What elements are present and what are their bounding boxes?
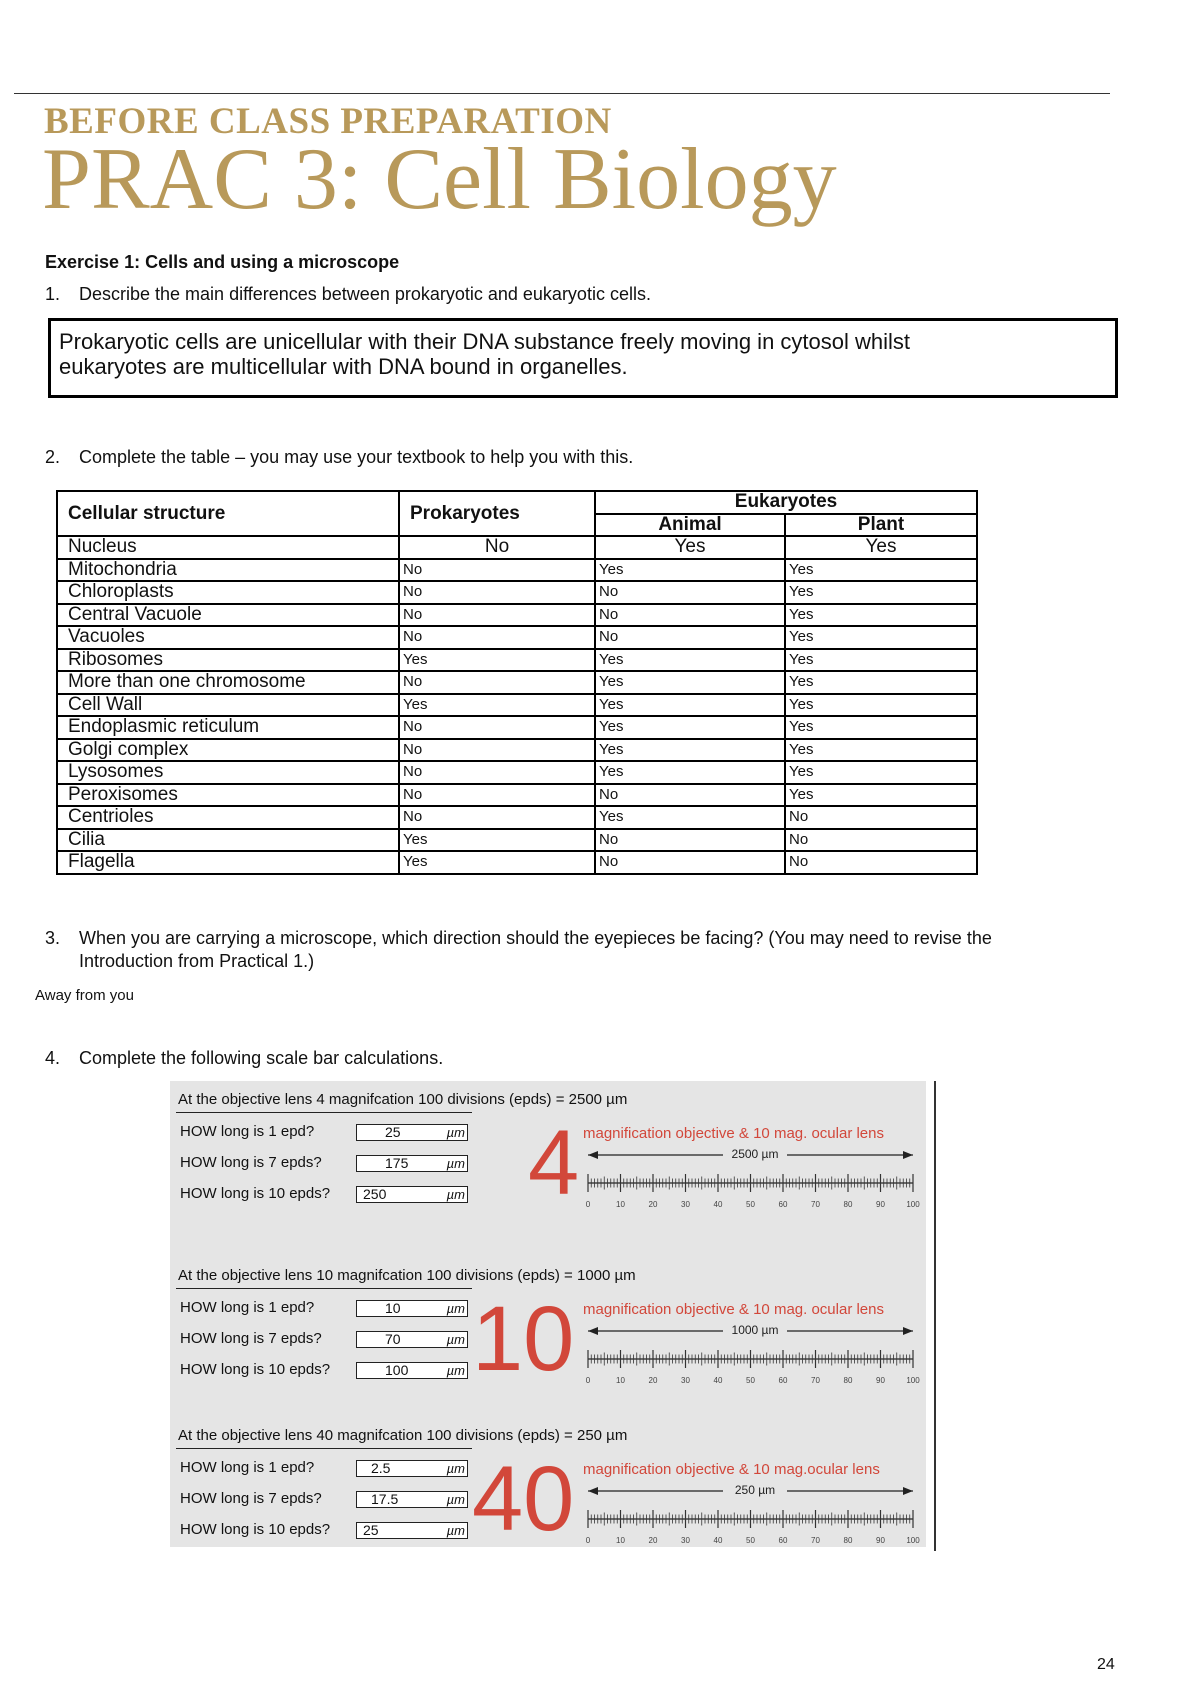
ruler-tick-label: 60 bbox=[778, 1536, 788, 1545]
magnification-number: 10 bbox=[472, 1288, 575, 1390]
ruler-tick-label: 30 bbox=[681, 1536, 690, 1545]
cell-structure: Vacuoles bbox=[57, 626, 399, 649]
header-rule bbox=[14, 93, 1110, 94]
unit-label: µm bbox=[446, 1461, 465, 1476]
section-kicker: BEFORE CLASS PREPARATION bbox=[44, 101, 612, 142]
question-number: 2. bbox=[45, 447, 61, 467]
magnification-caption: magnification objective & 10 mag. ocular lens bbox=[583, 1125, 884, 1142]
question-number: 4. bbox=[45, 1048, 61, 1068]
table-row bbox=[57, 536, 977, 559]
cell-structure: Flagella bbox=[57, 851, 399, 874]
answer-q3[interactable]: Away from you bbox=[35, 987, 134, 1004]
answer-value: 17.5 bbox=[371, 1491, 399, 1507]
ruler-tick-label: 20 bbox=[648, 1200, 658, 1209]
ruler-tick-label: 100 bbox=[906, 1536, 920, 1545]
range-label: 1000 µm bbox=[731, 1323, 779, 1337]
answer-field[interactable] bbox=[356, 1300, 468, 1317]
answer-value: 100 bbox=[385, 1362, 409, 1378]
ruler-tick-label: 70 bbox=[811, 1536, 820, 1545]
table-row bbox=[57, 829, 977, 852]
cell-animal[interactable]: No bbox=[595, 851, 785, 874]
ruler-tick-label: 80 bbox=[843, 1536, 853, 1545]
ruler-tick-label: 40 bbox=[713, 1200, 723, 1209]
ruler-tick-label: 30 bbox=[681, 1376, 690, 1385]
scale-block bbox=[170, 1427, 926, 1567]
cell-plant[interactable]: Yes bbox=[785, 626, 977, 649]
range-label: 2500 µm bbox=[731, 1147, 779, 1161]
unit-label: µm bbox=[446, 1301, 465, 1316]
table-row bbox=[57, 649, 977, 672]
ruler-tick-label: 80 bbox=[843, 1376, 853, 1385]
table-row bbox=[57, 626, 977, 649]
answer-field[interactable] bbox=[356, 1522, 468, 1539]
cell-animal[interactable]: No bbox=[595, 784, 785, 807]
cell-structure: Chloroplasts bbox=[57, 581, 399, 604]
cell-plant[interactable]: No bbox=[785, 829, 977, 852]
cell-plant[interactable]: Yes bbox=[785, 649, 977, 672]
ruler-tick-label: 10 bbox=[616, 1200, 625, 1209]
scale-question: HOW long is 10 epds? bbox=[180, 1185, 331, 1202]
table-row bbox=[57, 671, 977, 694]
scale-question: HOW long is 10 epds? bbox=[180, 1361, 331, 1378]
unit-label: µm bbox=[446, 1492, 465, 1507]
micrometer-ruler bbox=[583, 1477, 918, 1561]
cell-prokaryotes[interactable]: No bbox=[399, 671, 595, 694]
cell-structure: More than one chromosome bbox=[57, 671, 399, 694]
unit-label: µm bbox=[446, 1363, 465, 1378]
magnification-caption: magnification objective & 10 mag. ocular lens bbox=[583, 1301, 884, 1318]
header-prokaryotes: Prokaryotes bbox=[399, 491, 595, 536]
page-title: PRAC 3: Cell Biology bbox=[42, 131, 837, 228]
header-plant: Plant bbox=[785, 514, 977, 537]
scale-question: HOW long is 7 epds? bbox=[180, 1490, 322, 1507]
scale-block-heading: At the objective lens 4 magnifcation 100 divisions (epds) = 2500 µm bbox=[178, 1091, 628, 1108]
question-text: Complete the table – you may use your textbook to help you with this. bbox=[79, 447, 634, 467]
ruler-tick-label: 0 bbox=[585, 1376, 591, 1385]
cell-structure: Cilia bbox=[57, 829, 399, 852]
cell-prokaryotes[interactable]: Yes bbox=[399, 851, 595, 874]
cell-plant[interactable]: No bbox=[785, 851, 977, 874]
arrow-left-head bbox=[588, 1487, 598, 1495]
ruler-tick-label: 90 bbox=[876, 1376, 885, 1385]
cell-structure: Lysosomes bbox=[57, 761, 399, 784]
cell-animal[interactable]: Yes bbox=[595, 761, 785, 784]
cell-prokaryotes[interactable]: No bbox=[399, 716, 595, 739]
arrow-right-head bbox=[903, 1487, 913, 1495]
ruler-tick-label: 100 bbox=[906, 1376, 920, 1385]
ruler-tick-label: 20 bbox=[648, 1536, 658, 1545]
cell-prokaryotes[interactable]: Yes bbox=[399, 694, 595, 717]
answer-box-q1[interactable] bbox=[48, 318, 1118, 398]
table-row bbox=[57, 581, 977, 604]
scale-question: HOW long is 7 epds? bbox=[180, 1330, 322, 1347]
heading-underline bbox=[176, 1448, 472, 1449]
ruler-tick-label: 50 bbox=[746, 1200, 755, 1209]
cell-structure: Central Vacuole bbox=[57, 604, 399, 627]
cell-animal[interactable]: Yes bbox=[595, 716, 785, 739]
ruler-tick-label: 90 bbox=[876, 1536, 885, 1545]
cell-animal[interactable]: Yes bbox=[595, 671, 785, 694]
scale-block-heading: At the objective lens 40 magnifcation 100 divisions (epds) = 250 µm bbox=[178, 1427, 628, 1444]
table-row bbox=[57, 694, 977, 717]
cell-prokaryotes[interactable]: No bbox=[399, 784, 595, 807]
cell-prokaryotes[interactable]: No bbox=[399, 626, 595, 649]
cell-structure-table bbox=[56, 490, 978, 875]
heading-underline bbox=[176, 1112, 472, 1113]
scale-bar-panel bbox=[170, 1081, 926, 1550]
answer-field[interactable] bbox=[356, 1155, 468, 1172]
answer-line: Prokaryotic cells are unicellular with their DNA substance freely moving in cytosol whilst bbox=[59, 329, 911, 354]
cell-animal[interactable]: Yes bbox=[595, 806, 785, 829]
question-number: 3. bbox=[45, 928, 61, 948]
table-row bbox=[57, 784, 977, 807]
cell-prokaryotes[interactable]: Yes bbox=[399, 649, 595, 672]
magnification-number: 40 bbox=[472, 1448, 575, 1550]
unit-label: µm bbox=[446, 1332, 465, 1347]
cell-animal[interactable]: Yes bbox=[595, 536, 785, 559]
question-text: Describe the main differences between prokaryotic and eukaryotic cells. bbox=[79, 284, 651, 304]
panel-right-rule bbox=[934, 1081, 936, 1551]
answer-value: 175 bbox=[385, 1155, 409, 1171]
answer-value: 10 bbox=[385, 1300, 401, 1316]
table-body bbox=[57, 536, 977, 874]
question-number: 1. bbox=[45, 284, 61, 304]
unit-label: µm bbox=[446, 1187, 465, 1202]
magnification-caption: magnification objective & 10 mag.ocular lens bbox=[583, 1461, 880, 1478]
unit-label: µm bbox=[446, 1125, 465, 1140]
ruler-tick-label: 60 bbox=[778, 1200, 788, 1209]
answer-field[interactable] bbox=[356, 1331, 468, 1348]
ruler-tick-label: 100 bbox=[906, 1200, 920, 1209]
ruler-tick-label: 70 bbox=[811, 1200, 820, 1209]
ruler-tick-label: 90 bbox=[876, 1200, 885, 1209]
cell-plant[interactable]: Yes bbox=[785, 739, 977, 762]
cell-structure-table-wrap bbox=[56, 490, 976, 875]
cell-animal[interactable]: Yes bbox=[595, 649, 785, 672]
arrow-right-head bbox=[903, 1151, 913, 1159]
arrow-left-head bbox=[588, 1327, 598, 1335]
cell-prokaryotes[interactable]: No bbox=[399, 581, 595, 604]
answer-value: 25 bbox=[363, 1522, 379, 1538]
unit-label: µm bbox=[446, 1156, 465, 1171]
answer-value: 2.5 bbox=[371, 1460, 391, 1476]
answer-field[interactable] bbox=[356, 1186, 468, 1203]
cell-prokaryotes[interactable]: Yes bbox=[399, 829, 595, 852]
cell-plant[interactable]: Yes bbox=[785, 694, 977, 717]
cell-prokaryotes[interactable]: No bbox=[399, 604, 595, 627]
arrow-left-head bbox=[588, 1151, 598, 1159]
cell-animal[interactable]: Yes bbox=[595, 739, 785, 762]
cell-structure: Peroxisomes bbox=[57, 784, 399, 807]
cell-plant[interactable]: Yes bbox=[785, 559, 977, 582]
scale-block bbox=[170, 1267, 926, 1407]
table-row bbox=[57, 739, 977, 762]
cell-plant[interactable]: Yes bbox=[785, 536, 977, 559]
ruler-tick-label: 30 bbox=[681, 1200, 690, 1209]
question-text: Complete the following scale bar calculations. bbox=[79, 1048, 444, 1068]
cell-animal[interactable]: No bbox=[595, 626, 785, 649]
question-text-line: Introduction from Practical 1.) bbox=[79, 951, 315, 971]
ruler-tick-label: 60 bbox=[778, 1376, 788, 1385]
cell-prokaryotes[interactable]: No bbox=[399, 761, 595, 784]
cell-prokaryotes[interactable]: No bbox=[399, 806, 595, 829]
cell-animal[interactable]: Yes bbox=[595, 694, 785, 717]
table-row bbox=[57, 559, 977, 582]
answer-value: 70 bbox=[385, 1331, 401, 1347]
answer-field[interactable] bbox=[356, 1491, 468, 1508]
cell-animal[interactable]: No bbox=[595, 829, 785, 852]
ruler-tick-label: 0 bbox=[585, 1536, 591, 1545]
arrow-right-head bbox=[903, 1327, 913, 1335]
exercise-title: Exercise 1: Cells and using a microscope bbox=[45, 252, 400, 272]
answer-field[interactable] bbox=[356, 1124, 468, 1141]
ruler-tick-label: 10 bbox=[616, 1376, 625, 1385]
cell-plant[interactable]: Yes bbox=[785, 581, 977, 604]
answer-value: 250 bbox=[363, 1186, 387, 1202]
cell-structure: Mitochondria bbox=[57, 559, 399, 582]
cell-prokaryotes[interactable]: No bbox=[399, 559, 595, 582]
cell-plant[interactable]: Yes bbox=[785, 716, 977, 739]
cell-structure: Golgi complex bbox=[57, 739, 399, 762]
cell-structure: Endoplasmic reticulum bbox=[57, 716, 399, 739]
ruler-tick-label: 80 bbox=[843, 1200, 853, 1209]
cell-animal[interactable]: No bbox=[595, 581, 785, 604]
table-row bbox=[57, 604, 977, 627]
header-animal: Animal bbox=[595, 514, 785, 537]
cell-plant[interactable]: Yes bbox=[785, 761, 977, 784]
scale-question: HOW long is 1 epd? bbox=[180, 1459, 315, 1476]
cell-prokaryotes[interactable]: No bbox=[399, 536, 595, 559]
page-number: 24 bbox=[1097, 1656, 1115, 1673]
scale-block bbox=[170, 1091, 926, 1231]
ruler-tick-label: 20 bbox=[648, 1376, 658, 1385]
cell-plant[interactable]: Yes bbox=[785, 671, 977, 694]
cell-structure: Ribosomes bbox=[57, 649, 399, 672]
micrometer-ruler bbox=[583, 1141, 918, 1225]
scale-block-heading: At the objective lens 10 magnifcation 100 divisions (epds) = 1000 µm bbox=[178, 1267, 636, 1284]
cell-plant[interactable]: Yes bbox=[785, 784, 977, 807]
cell-animal[interactable]: No bbox=[595, 604, 785, 627]
cell-structure: Nucleus bbox=[57, 536, 399, 559]
magnification-number: 4 bbox=[528, 1112, 580, 1214]
ruler-tick-label: 70 bbox=[811, 1376, 820, 1385]
micrometer-ruler bbox=[583, 1317, 918, 1401]
range-label: 250 µm bbox=[734, 1483, 776, 1497]
ruler-tick-label: 50 bbox=[746, 1536, 755, 1545]
cell-animal[interactable]: Yes bbox=[595, 559, 785, 582]
answer-field[interactable] bbox=[356, 1460, 468, 1477]
header-structure: Cellular structure bbox=[57, 491, 399, 536]
scale-question: HOW long is 1 epd? bbox=[180, 1123, 315, 1140]
cell-structure: Centrioles bbox=[57, 806, 399, 829]
table-row bbox=[57, 761, 977, 784]
question-text-line: When you are carrying a microscope, which direction should the eyepieces be facing? (You may need to revise the bbox=[79, 928, 992, 948]
heading-underline bbox=[176, 1288, 472, 1289]
cell-plant[interactable]: No bbox=[785, 806, 977, 829]
table-row bbox=[57, 806, 977, 829]
answer-field[interactable] bbox=[356, 1362, 468, 1379]
answer-value: 25 bbox=[385, 1124, 401, 1140]
ruler-tick-label: 40 bbox=[713, 1536, 723, 1545]
scale-question: HOW long is 10 epds? bbox=[180, 1521, 331, 1538]
ruler-tick-label: 50 bbox=[746, 1376, 755, 1385]
scale-question: HOW long is 1 epd? bbox=[180, 1299, 315, 1316]
ruler-tick-label: 10 bbox=[616, 1536, 625, 1545]
ruler-tick-label: 40 bbox=[713, 1376, 723, 1385]
cell-plant[interactable]: Yes bbox=[785, 604, 977, 627]
ruler-tick-label: 0 bbox=[585, 1200, 591, 1209]
unit-label: µm bbox=[446, 1523, 465, 1538]
cell-structure: Cell Wall bbox=[57, 694, 399, 717]
cell-prokaryotes[interactable]: No bbox=[399, 739, 595, 762]
table-row bbox=[57, 851, 977, 874]
header-eukaryotes: Eukaryotes bbox=[595, 491, 977, 514]
scale-question: HOW long is 7 epds? bbox=[180, 1154, 322, 1171]
answer-line: eukaryotes are multicellular with DNA bound in organelles. bbox=[59, 354, 628, 379]
table-row bbox=[57, 716, 977, 739]
